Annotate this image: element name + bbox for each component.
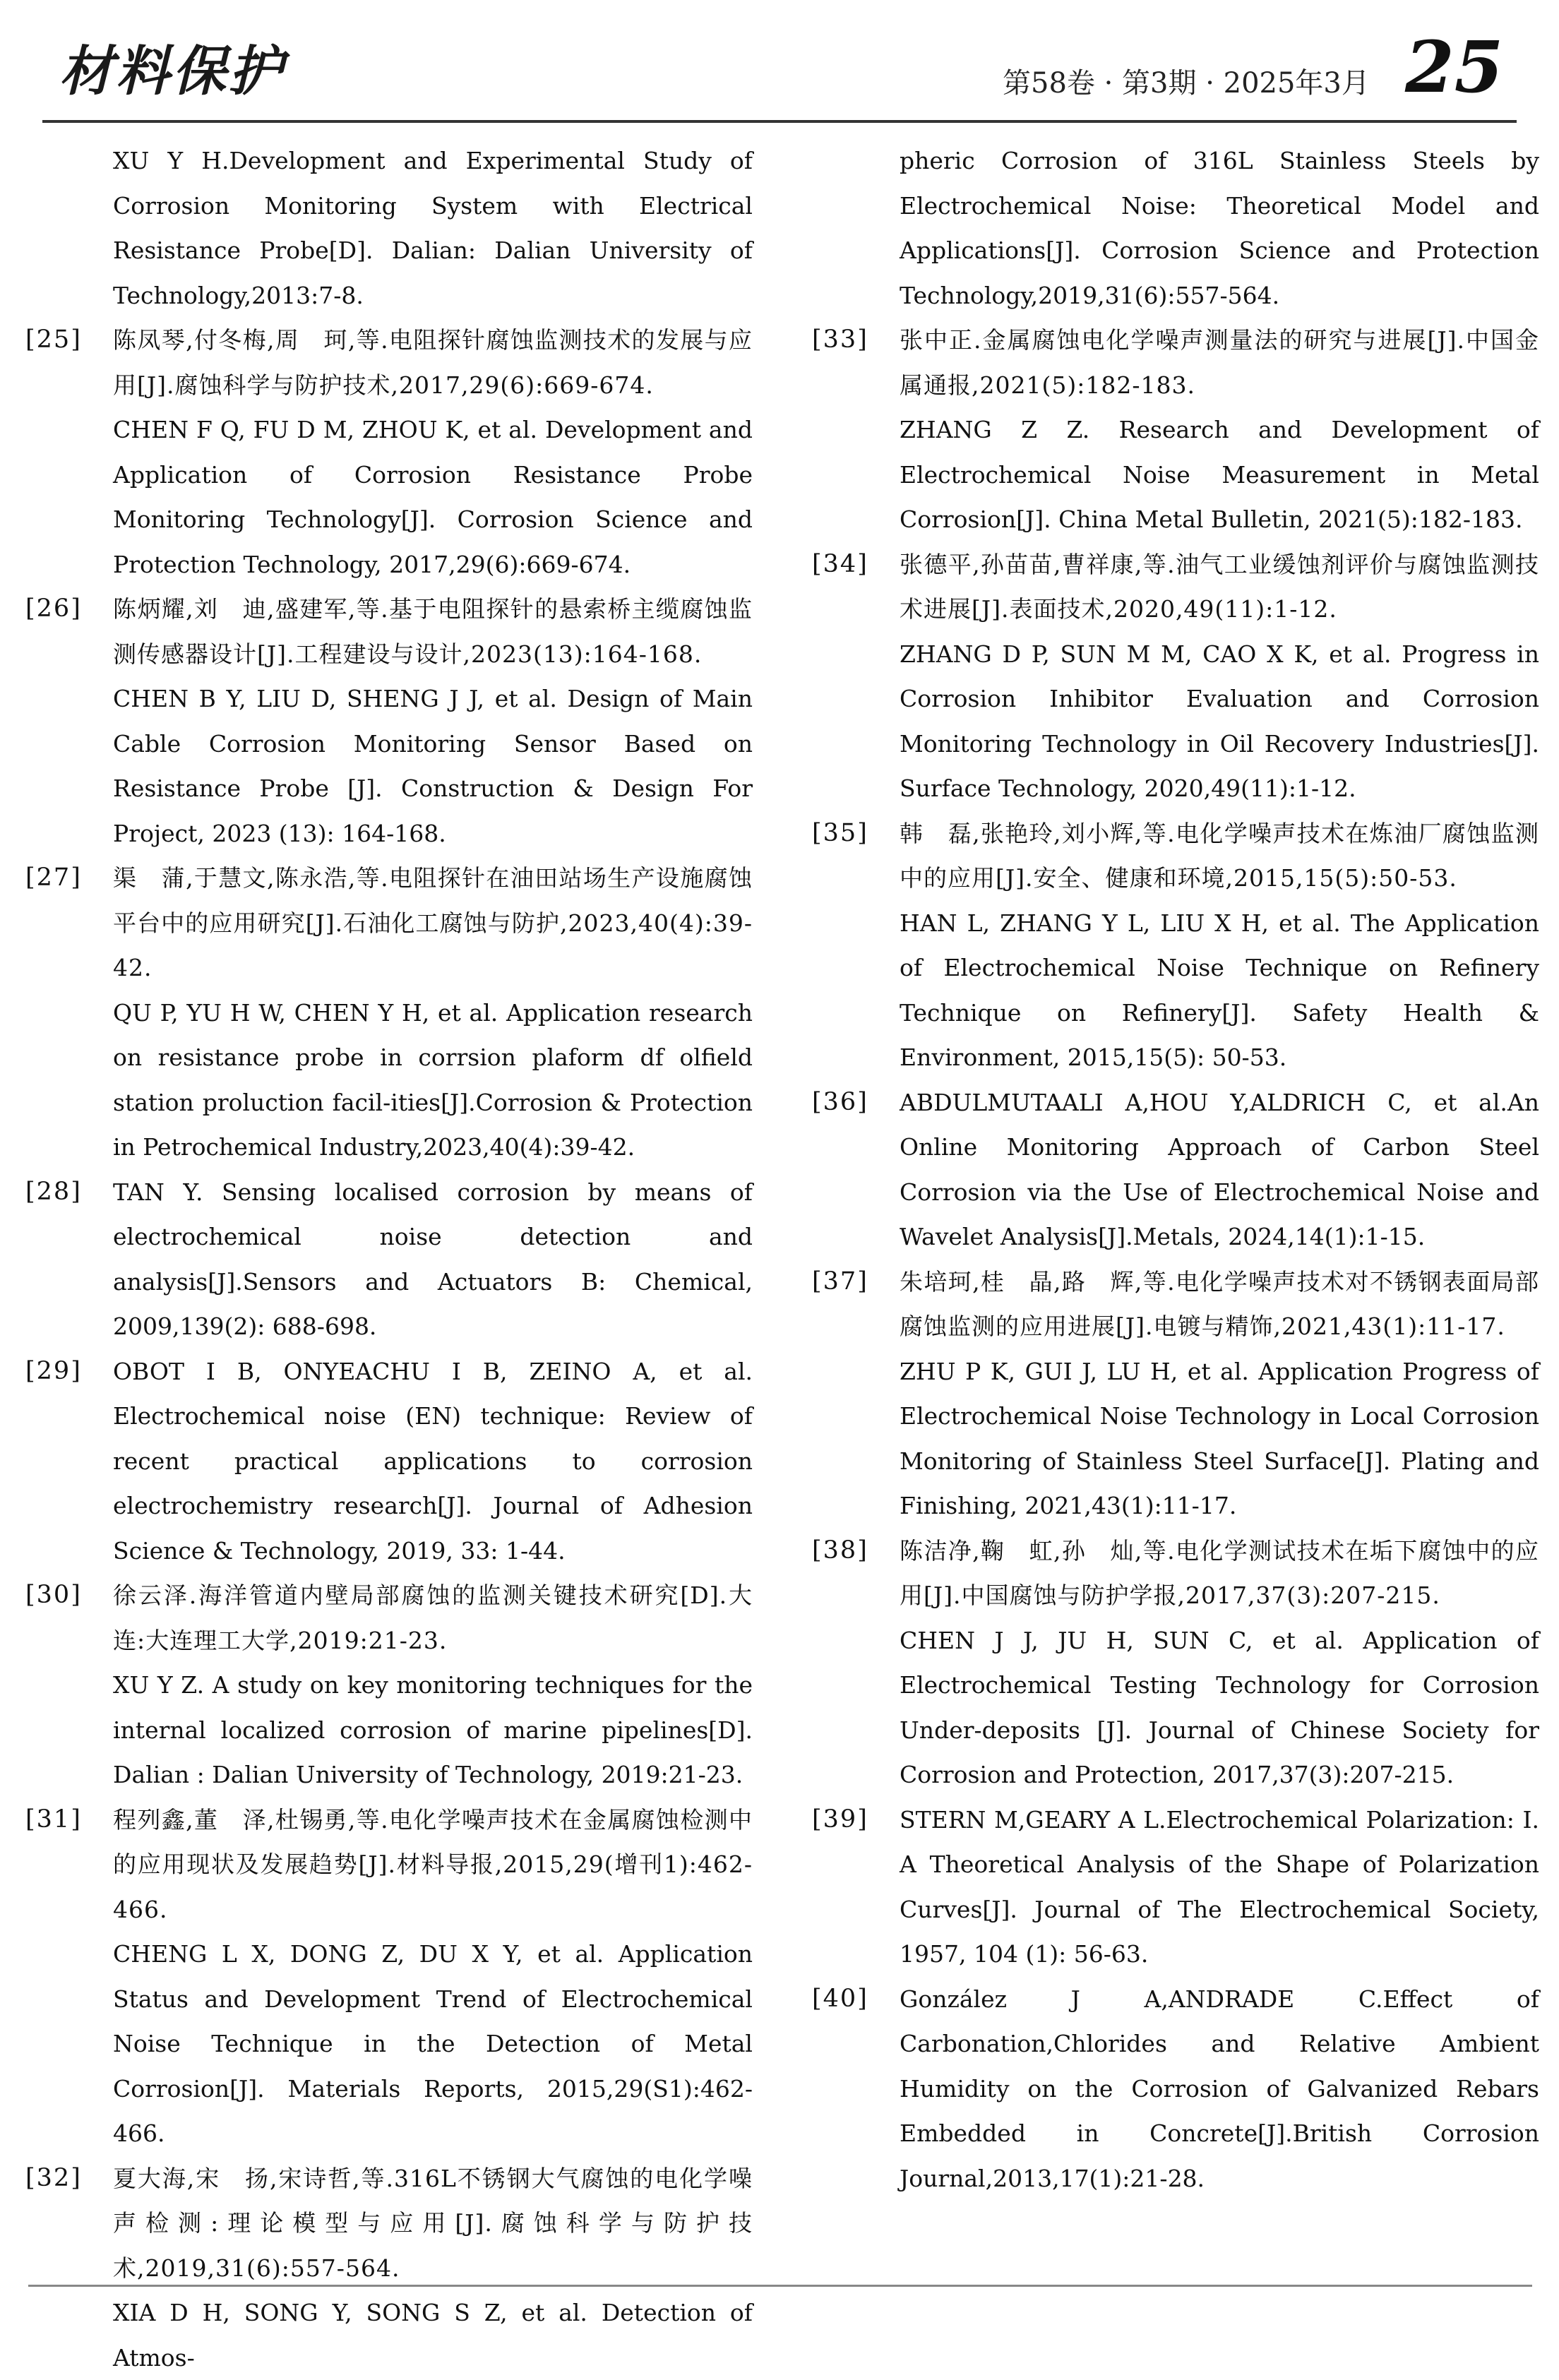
reference-entry <box>812 542 1539 811</box>
reference-number: [35] <box>812 811 891 856</box>
reference-text: CHEN J J, JU H, SUN C, et al. Application of Electrochemical Testing Technology for Corrosion Under-deposits [J]. Journal of Chinese Society for Corrosion and Protection, 2017,37(3):207-215. <box>900 1618 1539 1798</box>
reference-entry <box>25 856 753 1170</box>
reference-entry <box>812 1529 1539 1798</box>
reference-number: [31] <box>25 1798 104 1843</box>
reference-number: [30] <box>25 1573 104 1618</box>
reference-entry <box>25 1170 753 1349</box>
reference-text: XU Y Z. A study on key monitoring techniques for the internal localized corrosion of marine pipelines[D]. Dalian : Dalian University of Technology, 2019:21-23. <box>113 1663 753 1798</box>
reference-number: [40] <box>812 1977 891 2022</box>
reference-text: 陈炳耀,刘 迪,盛建军,等.基于电阻探针的悬索桥主缆腐蚀监测传感器设计[J].工程建设与设计,2023(13):164-168. <box>113 587 753 676</box>
reference-text: González J A,ANDRADE C.Effect of Carbonation,Chlorides and Relative Ambient Humidity on the Corrosion of Galvanized Rebars Embedded in Concrete[J].British Corrosion Journal,2013,17(1):21-28. <box>900 1977 1539 2201</box>
reference-text: XIA D H, SONG Y, SONG S Z, et al. Detection of Atmos- <box>113 2290 753 2380</box>
reference-number: [28] <box>25 1170 104 1215</box>
reference-entry <box>812 318 1539 542</box>
reference-text: ABDULMUTAALI A,HOU Y,ALDRICH C, et al.An Online Monitoring Approach of Carbon Steel Corrosion via the Use of Electrochemical Noise and Wavelet Analysis[J].Metals, 2024,14(1):1-15. <box>900 1080 1539 1260</box>
reference-text: HAN L, ZHANG Y L, LIU X H, et al. The Application of Electrochemical Noise Technique on Refinery Technique on Refinery[J]. Safety Health & Environment, 2015,15(5): 50-53. <box>900 901 1539 1080</box>
reference-entry <box>25 587 753 856</box>
footer-rule <box>28 2285 1532 2287</box>
reference-text: 张中正.金属腐蚀电化学噪声测量法的研究与进展[J].中国金属通报,2021(5):182-183. <box>900 318 1539 407</box>
reference-text: STERN M,GEARY A L.Electrochemical Polarization: I. A Theoretical Analysis of the Shape of Polarization Curves[J]. Journal of The Electrochemical Society, 1957, 104 (1): 56-63. <box>900 1798 1539 1977</box>
reference-column-left <box>25 138 753 2380</box>
reference-text: 夏大海,宋 扬,宋诗哲,等.316L不锈钢大气腐蚀的电化学噪声检测:理论模型与应用[J].腐蚀科学与防护技术,2019,31(6):557-564. <box>113 2156 753 2291</box>
reference-column-right <box>812 138 1539 2201</box>
reference-entry <box>25 2156 753 2380</box>
reference-text: 徐云泽.海洋管道内壁局部腐蚀的监测关键技术研究[D].大连:大连理工大学,2019:21-23. <box>113 1573 753 1663</box>
reference-text: 渠 蒲,于慧文,陈永浩,等.电阻探针在油田站场生产设施腐蚀平台中的应用研究[J].石油化工腐蚀与防护,2023,40(4):39-42. <box>113 856 753 991</box>
reference-text: ZHU P K, GUI J, LU H, et al. Application Progress of Electrochemical Noise Technology in Local Corrosion Monitoring of Stainless Steel Surface[J]. Plating and Finishing, 2021,43(1):11-17. <box>900 1349 1539 1529</box>
reference-text: CHENG L X, DONG Z, DU X Y, et al. Application Status and Development Trend of Electrochemical Noise Technique in the Detection of Metal Corrosion[J]. Materials Reports, 2015,29(S1):462-466. <box>113 1932 753 2156</box>
reference-text: QU P, YU H W, CHEN Y H, et al. Application research on resistance probe in corrsion plaform df olfield station proluction facil-ities[J].Corrosion & Protection in Petrochemical Industry,2023,40(4):39-42. <box>113 991 753 1170</box>
issue-info: 第58卷 · 第3期 · 2025年3月 <box>1003 61 1370 101</box>
reference-entry <box>812 811 1539 1080</box>
reference-text: CHEN F Q, FU D M, ZHOU K, et al. Development and Application of Corrosion Resistance Probe Monitoring Technology[J]. Corrosion Science and Protection Technology, 2017,29(6):669-674. <box>113 407 753 587</box>
journal-logo: 材料保护 <box>59 28 285 105</box>
reference-entry <box>812 1080 1539 1260</box>
reference-text: XU Y H.Development and Experimental Study of Corrosion Monitoring System with Electrical Resistance Probe[D]. Dalian: Dalian University of Technology,2013:7-8. <box>113 138 753 318</box>
reference-entry <box>812 1798 1539 1977</box>
reference-entry <box>25 138 753 318</box>
reference-text: ZHANG Z Z. Research and Development of Electrochemical Noise Measurement in Metal Corrosion[J]. China Metal Bulletin, 2021(5):182-183. <box>900 407 1539 542</box>
reference-number: [34] <box>812 542 891 587</box>
reference-text: 陈凤琴,付冬梅,周 珂,等.电阻探针腐蚀监测技术的发展与应用[J].腐蚀科学与防护技术,2017,29(6):669-674. <box>113 318 753 407</box>
reference-number: [38] <box>812 1529 891 1574</box>
reference-entry <box>812 1260 1539 1529</box>
reference-number: [33] <box>812 318 891 363</box>
reference-entry <box>25 1573 753 1798</box>
reference-number: [26] <box>25 587 104 632</box>
page-header <box>0 0 1559 134</box>
reference-entry <box>812 1977 1539 2201</box>
reference-number: [36] <box>812 1080 891 1125</box>
reference-number: [29] <box>25 1349 104 1394</box>
page-number: 25 <box>1405 25 1503 109</box>
reference-number: [27] <box>25 856 104 901</box>
reference-entry <box>25 1349 753 1574</box>
reference-text: ZHANG D P, SUN M M, CAO X K, et al. Progress in Corrosion Inhibitor Evaluation and Corrosion Monitoring Technology in Oil Recovery Industries[J]. Surface Technology, 2020,49(11):1-12. <box>900 632 1539 811</box>
reference-number: [32] <box>25 2156 104 2201</box>
reference-entry <box>25 1798 753 2156</box>
reference-text: 韩 磊,张艳玲,刘小辉,等.电化学噪声技术在炼油厂腐蚀监测中的应用[J].安全、健康和环境,2015,15(5):50-53. <box>900 811 1539 901</box>
reference-text: 张德平,孙苗苗,曹祥康,等.油气工业缓蚀剂评价与腐蚀监测技术进展[J].表面技术,2020,49(11):1-12. <box>900 542 1539 632</box>
reference-text: TAN Y. Sensing localised corrosion by means of electrochemical noise detection and analysis[J].Sensors and Actuators B: Chemical, 2009,139(2): 688-698. <box>113 1170 753 1349</box>
reference-entry <box>812 138 1539 318</box>
reference-number: [37] <box>812 1260 891 1305</box>
reference-text: CHEN B Y, LIU D, SHENG J J, et al. Design of Main Cable Corrosion Monitoring Sensor Based on Resistance Probe [J]. Construction & Design For Project, 2023 (13): 164-168. <box>113 676 753 856</box>
reference-number: [25] <box>25 318 104 363</box>
reference-entry <box>25 318 753 587</box>
reference-text: 陈洁净,鞠 虹,孙 灿,等.电化学测试技术在垢下腐蚀中的应用[J].中国腐蚀与防护学报,2017,37(3):207-215. <box>900 1529 1539 1618</box>
reference-text: OBOT I B, ONYEACHU I B, ZEINO A, et al. Electrochemical noise (EN) technique: Review of recent practical applications to corrosion electrochemistry research[J]. Journal of Adhesion Science & Technology, 2019, 33: 1-44. <box>113 1349 753 1574</box>
reference-text: 程列鑫,董 泽,杜锡勇,等.电化学噪声技术在金属腐蚀检测中的应用现状及发展趋势[J].材料导报,2015,29(增刊1):462-466. <box>113 1798 753 1932</box>
header-rule <box>42 120 1517 123</box>
reference-number: [39] <box>812 1798 891 1843</box>
reference-text: pheric Corrosion of 316L Stainless Steels by Electrochemical Noise: Theoretical Model and Applications[J]. Corrosion Science and Protection Technology,2019,31(6):557-564. <box>900 138 1539 318</box>
reference-text: 朱培珂,桂 晶,路 辉,等.电化学噪声技术对不锈钢表面局部腐蚀监测的应用进展[J].电镀与精饰,2021,43(1):11-17. <box>900 1260 1539 1349</box>
